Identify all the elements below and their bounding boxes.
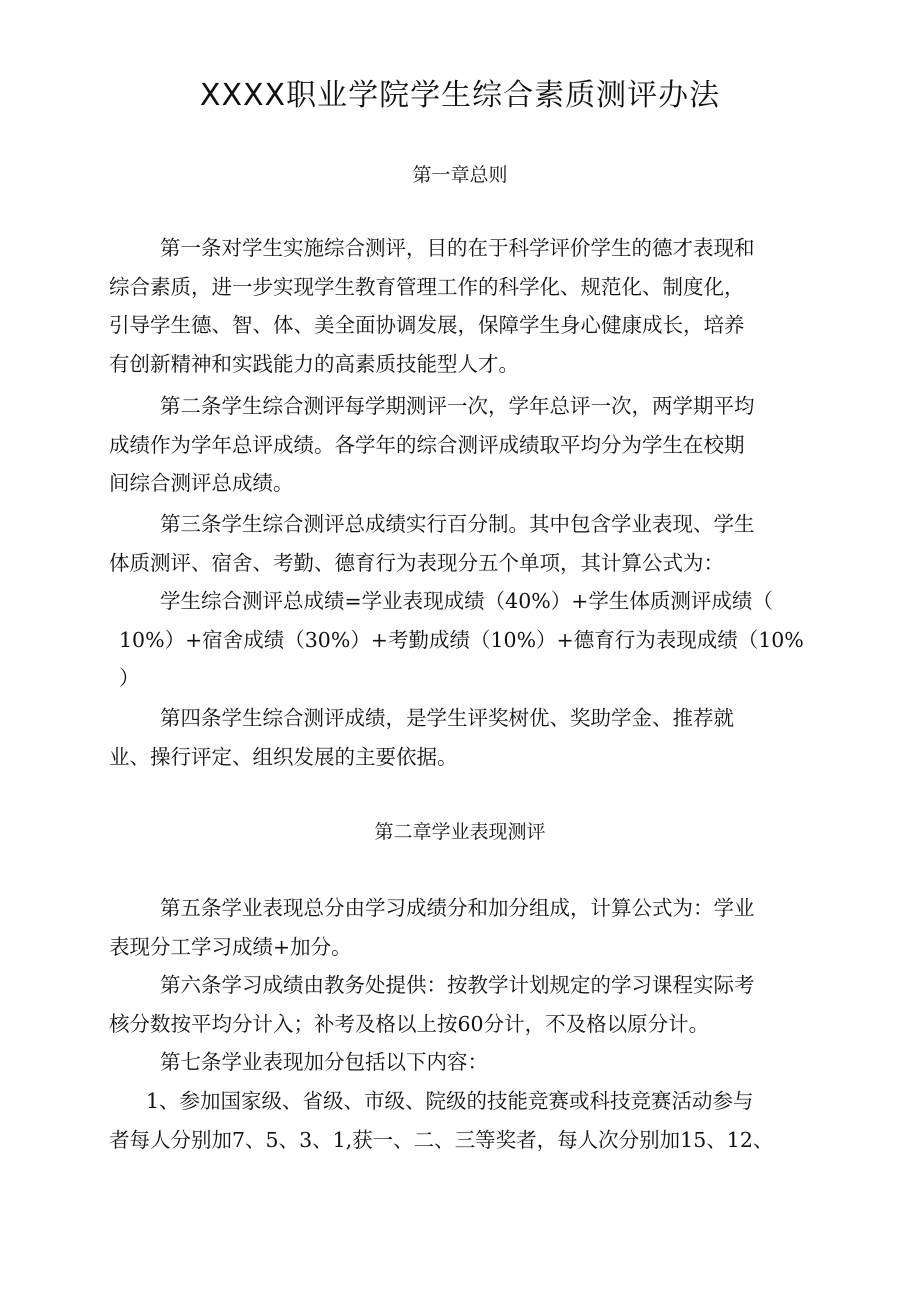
article-2 — [109, 387, 869, 503]
article-7 — [109, 1043, 869, 1082]
chapter-1-heading: 第一章总则 — [412, 164, 508, 186]
text-line: 表现分工学习成绩+加分。 — [109, 934, 352, 959]
article-6 — [109, 966, 869, 1043]
text-line: 间综合测评总成绩。 — [109, 471, 294, 495]
text-line: 10%）+宿舍成绩（30%）+考勤成绩（10%）+德育行为表现成绩（10% — [119, 627, 804, 652]
document-title: XXXX职业学院学生综合素质测评办法 — [199, 78, 721, 113]
text-line: ） — [119, 666, 140, 690]
list-item — [109, 1082, 909, 1159]
text-line: 第七条学业表现加分包括以下内容： — [160, 1050, 488, 1074]
text-line: 1、参加国家级、省级、市级、院级的技能竞赛或科技竞赛活动参与 — [146, 1089, 754, 1113]
text-line: 第二条学生综合测评每学期测评一次，学年总评一次，两学期平均 — [160, 394, 755, 418]
text-line: 者每人分别加7、5、3、1,获一、二、三等奖者，每人次分别加15、12、 — [109, 1127, 774, 1152]
text-line: 引导学生德、智、体、美全面协调发展，保障学生身心健康成长，培养 — [109, 313, 745, 337]
score-formula — [109, 582, 869, 698]
article-5 — [109, 889, 869, 966]
text-line: 体质测评、宿舍、考勤、德育行为表现分五个单项，其计算公式为： — [109, 550, 724, 575]
text-line: 有创新精神和实践能力的高素质技能型人才。 — [109, 351, 519, 376]
text-line: 业、操行评定、组织发展的主要依据。 — [109, 744, 458, 769]
text-line: 成绩作为学年总评成绩。各学年的综合测评成绩取平均分为学生在校期 — [109, 432, 745, 457]
text-line: 学生综合测评总成绩=学业表现成绩（40%）+学生体质测评成绩（ — [160, 589, 773, 613]
article-4 — [109, 699, 869, 776]
text-line: 第六条学习成绩由教务处提供：按教学计划规定的学习课程实际考 — [160, 973, 755, 997]
text-line: 第一条对学生实施综合测评，目的在于科学评价学生的德才表现和 — [160, 236, 755, 260]
text-line: 第四条学生综合测评成绩，是学生评奖树优、奖助学金、推荐就 — [160, 706, 734, 730]
article-1 — [109, 229, 869, 383]
text-line: 综合素质，进一步实现学生教育管理工作的科学化、规范化、制度化， — [109, 274, 745, 299]
text-line: 第五条学业表现总分由学习成绩分和加分组成，计算公式为：学业 — [160, 896, 755, 920]
article-3 — [109, 505, 869, 582]
text-line: 核分数按平均分计入；补考及格以上按60分计，不及格以原分计。 — [109, 1011, 710, 1036]
text-line: 第三条学生综合测评总成绩实行百分制。其中包含学业表现、学生 — [160, 512, 755, 536]
chapter-2-heading: 第二章学业表现测评 — [374, 821, 546, 843]
